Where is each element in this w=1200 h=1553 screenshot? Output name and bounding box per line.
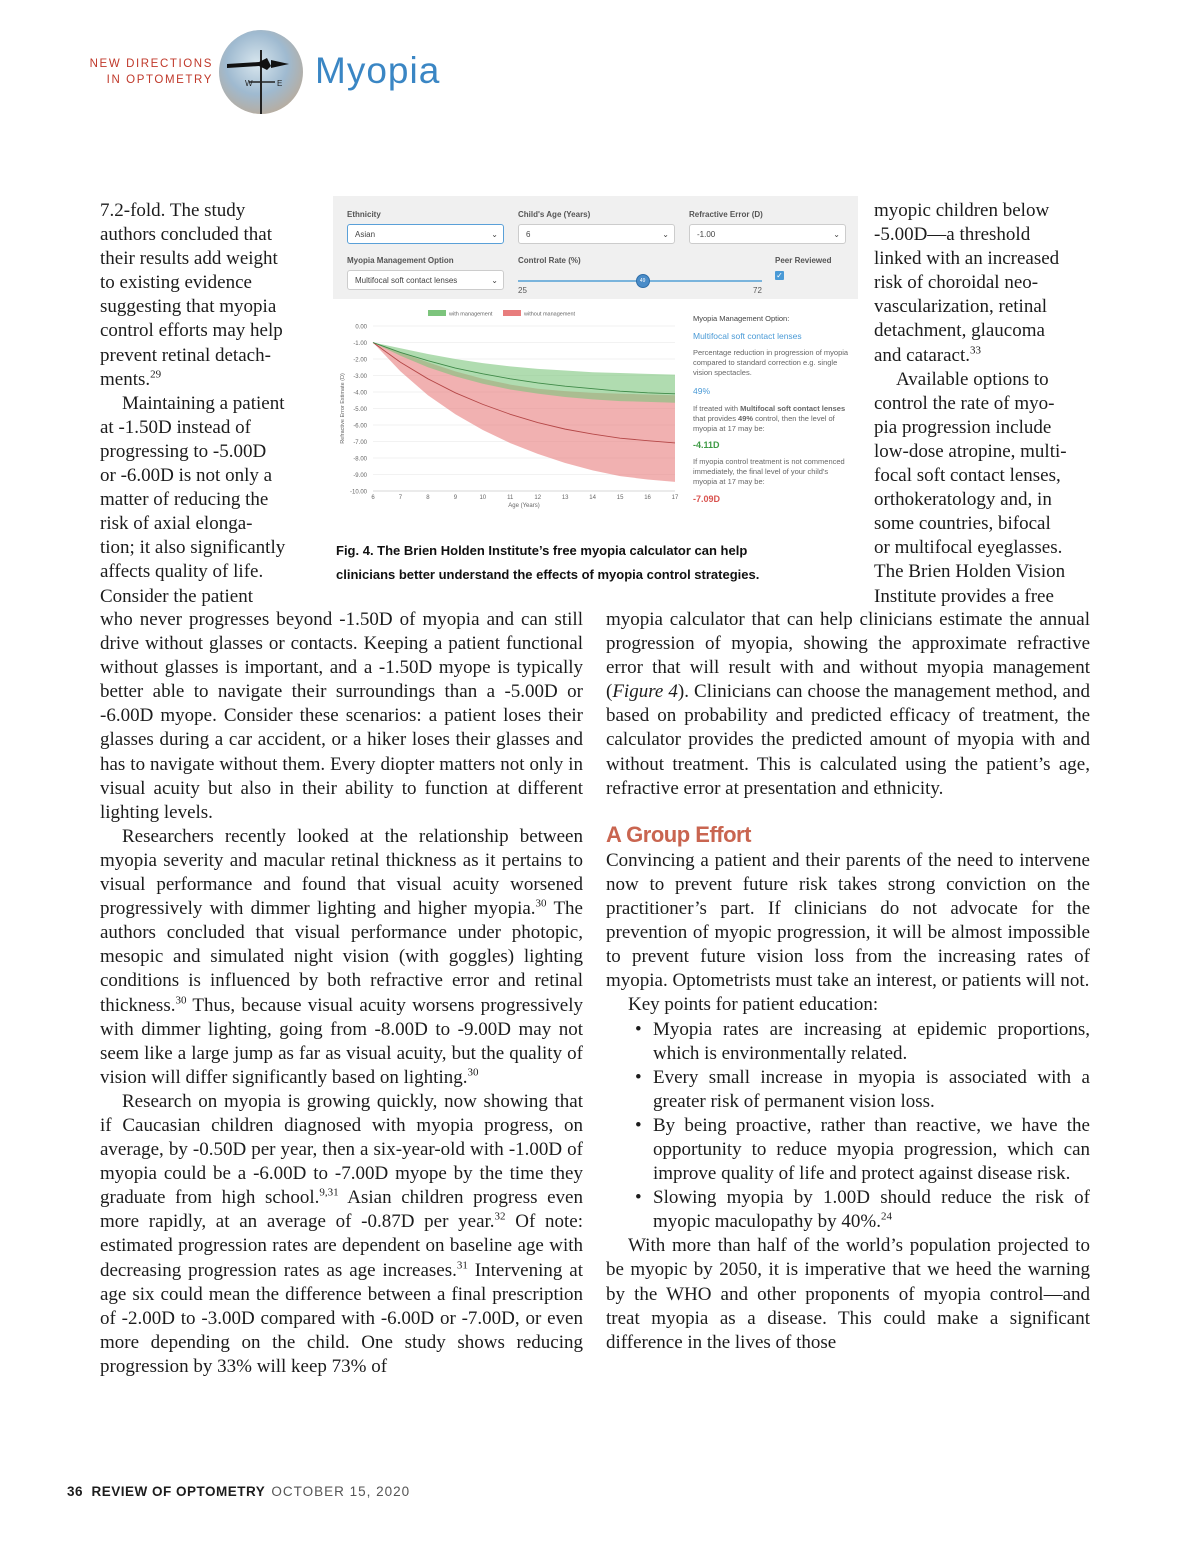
chevron-down-icon: ⌄: [833, 230, 840, 239]
text-line: some countries, bifocal: [874, 513, 1051, 535]
text-run: myopia calculator that can help clinicians estimate the annual progression of myopia, showing the approximate refractive error that will result with and without myopia management (: [606, 609, 1090, 703]
weathervane-icon: [219, 30, 303, 114]
y-tick-label: -6.00: [353, 423, 367, 430]
untreated-value: -7.09D: [693, 494, 721, 504]
text-run: ). Clinicians can choose the management method, and based on probability and predicted efficacy of treatment, the calculator provides the predicted amount of myopia with and without treatment. This is calculated using the patient’s age, refractive error at presentation and ethnicity.: [606, 681, 1090, 799]
section-kicker: [60, 56, 213, 88]
side-percentage: 49%: [693, 386, 711, 396]
side-untreated-text: If myopia control treatment is not commenced immediately, the final level of your child's myopia at 17 may be:: [693, 457, 845, 486]
x-tick-label: 10: [479, 495, 487, 501]
reference-marker: 30: [467, 1066, 479, 1079]
right-column: [606, 608, 1090, 1355]
text-line: risk of choroidal neo-: [874, 272, 1039, 294]
left-narrow-column: [100, 199, 315, 609]
text-run: Slowing myopia by 1.00D should reduce the risk of myopic maculopathy by 40%.: [653, 1187, 1090, 1233]
left-column: [100, 608, 583, 1379]
x-tick-label: 9: [453, 495, 458, 501]
text-line: focal soft contact lenses,: [874, 465, 1061, 487]
paragraph: [606, 608, 1090, 801]
text-line: [100, 368, 315, 392]
control-rate-max: 72: [753, 286, 762, 295]
side-title: Myopia Management Option:: [693, 314, 790, 323]
x-tick-label: 14: [589, 495, 596, 501]
reference-marker: 24: [880, 1210, 892, 1223]
x-tick-label: 16: [644, 495, 651, 501]
x-tick-label: 7: [398, 495, 403, 501]
control-rate-value: 49: [639, 278, 646, 284]
text-run: Thus, because visual acuity worsens progressively with dimmer lighting, going from -8.00D to -9.00D may not seem like a large jump as far as visual acuity, but the quality of vision will differ significantly based on lighting.: [100, 994, 583, 1088]
legend-without-management-label: without management: [524, 311, 576, 318]
caption-line: clinicians better understand the effects of myopia control strategies.: [336, 567, 760, 582]
y-tick-label: -2.00: [353, 357, 367, 364]
control-rate-label: Control Rate (%): [518, 256, 581, 265]
age-select[interactable]: [518, 224, 675, 244]
reference-marker: 30: [175, 994, 187, 1007]
reference-marker: 9,31: [319, 1186, 339, 1199]
text-line: progressing to -5.00D: [100, 440, 267, 462]
text-line: prevent retinal detach-: [100, 344, 271, 366]
text-run: Researchers recently looked at the relationship between myopia severity and macular retinal thickness as it pertains to visual performance and found that visual acuity worsened progressively with dimmer lighting and higher myopia.: [100, 825, 583, 920]
y-tick-label: -7.00: [353, 440, 367, 446]
issue-date: OCTOBER 15, 2020: [271, 1484, 411, 1499]
text-line: linked with an increased: [874, 248, 1060, 270]
x-tick-label: 6: [371, 495, 375, 501]
ethnicity-value: Asian: [355, 230, 376, 239]
list-item: • Myopia rates are increasing at epidemic proportions, which is environmentally related.: [653, 1018, 1090, 1066]
y-tick-label: -1.00: [353, 341, 367, 347]
text-run: control, then the level of myopia at 17 may be:: [693, 414, 835, 433]
text-run: The authors concluded that visual performance under photopic, mesopic and simulated night vision (with goggles) lighting conditions is influenced by both refractive error and retinal thickness.: [100, 898, 583, 1016]
x-tick-label: 12: [534, 495, 542, 501]
management-option-value: Multifocal soft contact lenses: [355, 276, 458, 285]
page-footer: [67, 1484, 410, 1499]
x-tick-label: 17: [671, 495, 679, 501]
paragraph: [100, 825, 583, 1090]
right-narrow-column: [874, 199, 1094, 609]
text-line: Available options to: [896, 368, 1049, 390]
y-tick-label: -4.00: [353, 390, 367, 397]
text-line: [874, 344, 1094, 368]
chevron-down-icon: ⌄: [491, 276, 498, 285]
publication-name: REVIEW OF OPTOMETRY: [91, 1484, 266, 1499]
ethnicity-select[interactable]: [347, 224, 504, 244]
text-line: detachment, glaucoma: [874, 320, 1045, 342]
calculator-controls: [333, 196, 858, 299]
progression-chart: [333, 306, 683, 521]
refractive-error-value: -1.00: [697, 230, 716, 239]
treated-value: -4.11D: [693, 440, 720, 450]
figure-caption: [336, 539, 856, 587]
text-line: 7.2-fold. The study: [100, 200, 246, 221]
reference-marker: 32: [494, 1211, 506, 1224]
chevron-down-icon: ⌄: [662, 230, 669, 239]
figure-reference: Figure 4: [612, 681, 678, 703]
kicker-line-2: IN OPTOMETRY: [106, 74, 213, 86]
peer-reviewed-label: Peer Reviewed: [775, 256, 832, 265]
side-description: Percentage reduction in progression of myopia compared to standard correction e.g. single vision spectacles.: [693, 348, 849, 377]
age-label: Child's Age (Years): [518, 210, 591, 219]
y-tick-label: -9.00: [353, 473, 367, 479]
chevron-down-icon: ⌄: [491, 230, 498, 239]
x-axis-label: Age (Years): [508, 503, 540, 509]
y-tick-label: 0.00: [355, 324, 367, 331]
svg-text:E: E: [277, 79, 283, 88]
x-tick-label: 13: [561, 495, 569, 501]
text-line: control efforts may help: [100, 320, 283, 342]
text-line: pia progression include: [874, 416, 1052, 438]
text-line: affects quality of life.: [100, 561, 264, 583]
text-run: Intervening at age six could mean the difference between a final prescription of -2.00D to -3.00D compared with -6.00D or -7.00D, or even more depending on the child. One study shows reducing progression by 33% will keep 73% of: [100, 1259, 584, 1377]
peer-reviewed-checkbox[interactable]: ✓: [776, 271, 783, 280]
text-run: Asian children progress even more rapidly, at an average of -0.87D per year.: [100, 1187, 583, 1233]
text-line: their results add weight: [100, 248, 278, 270]
text-run: 49%: [738, 414, 754, 423]
text-line: risk of axial elonga-: [100, 513, 253, 535]
reference-marker: 33: [969, 344, 981, 357]
refractive-error-select[interactable]: [689, 224, 846, 244]
reference-marker: 30: [535, 897, 547, 910]
legend-with-management-swatch: [428, 310, 446, 316]
list-item: [653, 1186, 1090, 1234]
section-heading: A Group Effort: [606, 821, 751, 847]
text-line: orthokeratology and, in: [874, 489, 1052, 511]
text-run: Multifocal soft contact lenses: [740, 404, 846, 413]
text-line: Consider the patient: [100, 585, 254, 607]
control-rate-slider-handle[interactable]: [636, 274, 650, 288]
text-run: If treated with: [693, 404, 741, 413]
paragraph: Convincing a patient and their parents of the need to intervene now to prevent future risk takes strong conviction on the practitioner’s part. If clinicians do not advocate for the prevention of myopic progression, it will be almost impossible to prevent future vision loss from the increasing rates of myopia. Optometrists must take an interest, or patients will not.: [606, 849, 1090, 992]
key-points-intro: Key points for patient education:: [628, 994, 879, 1016]
list-item: • Every small increase in myopia is associated with a greater risk of permanent vision loss.: [653, 1066, 1090, 1114]
kicker-line-1: NEW DIRECTIONS: [89, 58, 213, 70]
text-line: vascularization, retinal: [874, 296, 1048, 318]
svg-text:W: W: [245, 79, 253, 88]
calculator-results-panel: [693, 314, 853, 504]
management-option-select[interactable]: [347, 270, 504, 290]
page-number: 36: [67, 1484, 84, 1499]
text-line: myopic children below: [874, 200, 1050, 221]
text-line: low-dose atropine, multi-: [874, 440, 1067, 462]
text-run: and cataract.: [874, 344, 970, 366]
text-line: at -1.50D instead of: [100, 416, 251, 438]
key-points-list: [606, 1018, 1090, 1235]
paragraph: [100, 1090, 583, 1379]
x-tick-label: 8: [426, 495, 430, 501]
age-value: 6: [526, 230, 531, 239]
text-line: authors concluded that: [100, 224, 273, 246]
text-line: suggesting that myopia: [100, 296, 277, 318]
reference-marker: 29: [150, 368, 162, 381]
paragraph: With more than half of the world’s population projected to be myopic by 2050, it is imperative that we heed the warning by the WHO and other proponents of myopia control—and treat myopia as a disease. This could make a significant difference in the lives of those: [606, 1235, 1090, 1353]
text-run: Research on myopia is growing quickly, now showing that if Caucasian children diagnosed with myopia progress, on average, by -0.50D per year, then a six-year-old with -1.00D of myopia could be a -6.00D to -7.00D myope by the time they graduate from high school.: [100, 1090, 583, 1209]
ethnicity-label: Ethnicity: [347, 210, 381, 219]
y-axis-label: Refractive Error Estimate (D): [340, 373, 346, 444]
caption-line: Fig. 4. The Brien Holden Institute’s free myopia calculator can help: [336, 543, 748, 558]
text-run: Of note: estimated progression rates are dependent on baseline age with decreasing progression rates as age increases.: [100, 1211, 584, 1281]
text-line: matter of reducing the: [100, 489, 269, 511]
text-run: that provides: [693, 414, 739, 423]
side-option: Multifocal soft contact lenses: [693, 331, 802, 341]
side-treated-text: [693, 404, 853, 434]
text-line: control the rate of myo-: [874, 392, 1055, 414]
text-line: or -6.00D is not only a: [100, 465, 273, 487]
text-line: The Brien Holden Vision: [874, 561, 1066, 583]
list-item: • By being proactive, rather than reactive, we have the opportunity to reduce myopia progression, which can improve quality of life and protect against disease risk.: [653, 1114, 1090, 1186]
figure-4-calculator: [333, 196, 858, 541]
legend-without-management-swatch: [503, 310, 521, 316]
text-line: to existing evidence: [100, 272, 252, 294]
x-tick-label: 11: [507, 495, 514, 501]
text-line: or multifocal eyeglasses.: [874, 537, 1063, 559]
text-line: -5.00D—a threshold: [874, 224, 1031, 246]
control-rate-min: 25: [518, 286, 527, 295]
y-tick-label: -5.00: [353, 407, 367, 413]
management-option-label: Myopia Management Option: [347, 256, 454, 265]
paragraph: who never progresses beyond -1.50D of myopia and can still drive without glasses or contacts. Keeping a patient functional without glasses is important, and a -1.50D myope is typically better able to navigate their surroundings than a -5.00D or -6.00D myope. Consider these scenarios: a patient loses their glasses during a car accident, or a hiker loses their glasses and has to navigate without them. Every diopter matters not only in visual acuity but also in their ability to function at different lighting levels.: [100, 609, 583, 823]
refractive-error-label: Refractive Error (D): [689, 210, 763, 219]
y-tick-label: -3.00: [353, 374, 367, 380]
text-line: tion; it also significantly: [100, 537, 286, 559]
text-line: Maintaining a patient: [122, 392, 285, 414]
band-without-management: [373, 343, 675, 482]
page-title: Myopia: [315, 50, 441, 91]
legend-with-management-label: with management: [449, 311, 493, 318]
y-tick-label: -8.00: [353, 456, 367, 463]
reference-marker: 31: [456, 1259, 468, 1272]
text-run: ments.: [100, 368, 151, 390]
x-tick-label: 15: [616, 495, 624, 501]
text-line: Institute provides a free: [874, 585, 1054, 607]
y-tick-label: -10.00: [349, 489, 367, 496]
